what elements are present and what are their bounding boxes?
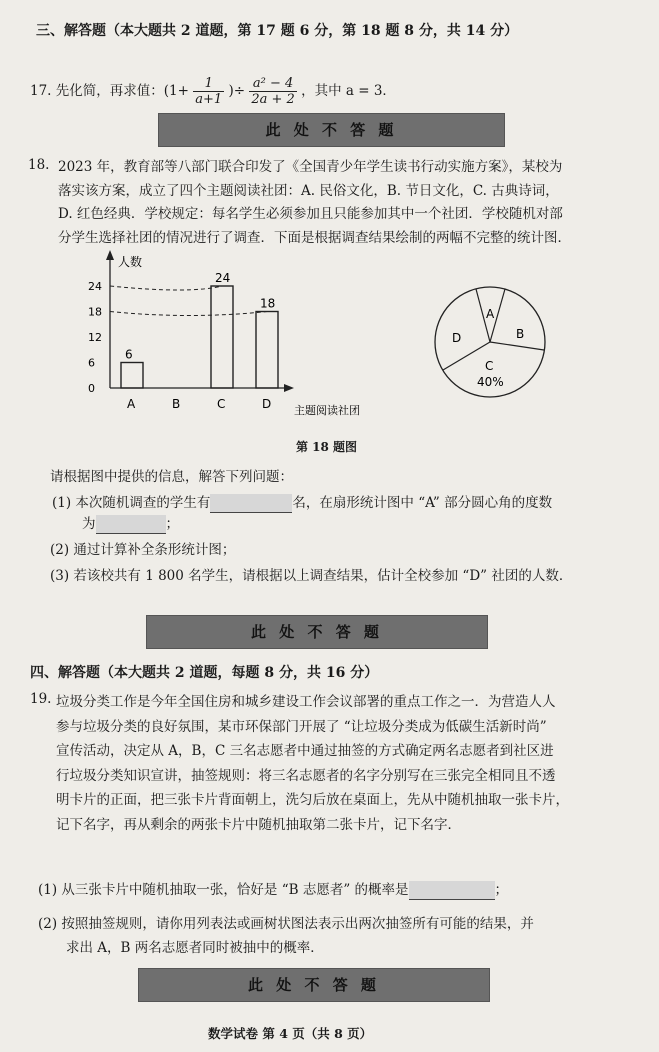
q19-line-2: 参与垃圾分类的良好氛围，某市环保部门开展了 “让垃圾分类成为低碳生活新时尚” [56, 718, 547, 735]
q18-intro: 请根据图中提供的信息，解答下列问题： [50, 469, 293, 485]
bar [256, 312, 278, 389]
q18-sub2: (2) 通过计算补全条形统计图； [50, 542, 236, 558]
q18-sub1-text-b: 名，在扇形统计图中 “A” 部分圆心角的度数 [292, 495, 553, 511]
q18-line-4: 分学生选择社团的情况进行了调查．下面是根据调查结果绘制的两幅不完整的统计图． [58, 229, 571, 246]
q17-text-before: 先化简，再求值：(1+ [55, 83, 189, 99]
page-footer: 数学试卷 第 4 页（共 8 页） [208, 1026, 373, 1041]
pie-label-a: A [486, 307, 495, 321]
data-label: 18 [260, 296, 276, 311]
q17-frac1-numerator: 1 [193, 76, 224, 92]
q19-stem [56, 690, 569, 837]
section-4-title: 四、解答题（本大题共 2 道题，每题 8 分，共 16 分） [30, 665, 379, 681]
y-tick-labels [88, 280, 102, 395]
y-tick-label: 0 [88, 382, 95, 395]
q18-sub1-text-d: ； [165, 516, 179, 532]
category-label: C [217, 397, 226, 411]
q17-fraction-2 [249, 76, 296, 107]
reference-line [110, 312, 267, 316]
q19-line-6: 记下名字，再从剩余的两张卡片中随机抽取第二张卡片，记下名字． [56, 816, 461, 833]
q18-sub3: (3) 若该校共有 1 800 名学生，请根据以上调查结果，估计全校参加 “D” 社团的人数． [50, 568, 573, 584]
q19-line-5: 明卡片的正面，把三张卡片背面朝上，洗匀后放在桌面上，先从中随机抽取一张卡片， [56, 792, 569, 808]
q19-line-3: 宣传活动，决定从 A，B，C 三名志愿者中通过抽签的方式确定两名志愿者到社区进 [56, 743, 554, 759]
bar [121, 363, 143, 389]
q19-sub1-text-b: ； [494, 882, 509, 898]
data-label: 6 [125, 347, 133, 362]
q19-sub1-text-a: (1) 从三张卡片中随机抽取一张，恰好是 “B 志愿者” 的概率是 [38, 882, 409, 898]
y-tick-label: 6 [88, 356, 95, 370]
y-tick-label: 18 [88, 305, 102, 319]
q19-sub2: (2) 按照抽签规则，请你用列表法或画树状图法表示出两次抽签所有可能的结果，并 [38, 916, 534, 932]
q18-line-1: 2023 年，教育部等八部门联合印发了《全国青少年学生读书行动实施方案》，某校为 [58, 159, 563, 175]
pie-label-d: D [452, 331, 462, 345]
bars [121, 271, 278, 388]
x-axis-arrow-icon [284, 384, 294, 392]
category-label: B [172, 397, 181, 411]
q17-text-after: ，其中 a = 3． [301, 83, 396, 99]
q19-number: 19. [30, 691, 52, 707]
q17-frac2-denominator: 2a + 2 [251, 92, 295, 107]
y-tick-label: 24 [88, 280, 102, 293]
q17-number: 17. [30, 83, 52, 99]
q18-line-3: D. 红色经典．学校规定：每名学生必须参加且只能参加其中一个社团．学校随机对部 [58, 206, 563, 222]
category-label: A [127, 397, 136, 411]
q18-sub1-cont [82, 515, 179, 534]
bar-chart [70, 248, 400, 423]
q19-sub2-cont: 求出 A，B 两名志愿者同时被抽中的概率． [66, 940, 324, 956]
q18-sub1-text-c: 为 [82, 516, 96, 532]
answer-blank-angle[interactable] [96, 515, 166, 534]
pie-divider-c-d [443, 342, 490, 370]
pie-chart [428, 280, 552, 404]
question-17 [30, 76, 396, 107]
data-label: 24 [215, 271, 231, 285]
q17-fraction-1 [193, 76, 224, 107]
no-answer-banner-2: 此 处 不 答 题 [146, 615, 488, 649]
pie-label-c-percent: 40% [477, 375, 504, 389]
q18-sub1-text-a: (1) 本次随机调查的学生有 [52, 495, 211, 511]
q18-sub1 [52, 494, 552, 513]
reference-line [110, 286, 222, 290]
q17-frac1-denominator: a+1 [195, 92, 223, 107]
bar [211, 286, 233, 388]
section-3-title: 三、解答题（本大题共 2 道题，第 17 题 6 分，第 18 题 8 分，共 14 分） [36, 23, 519, 39]
category-label: D [262, 397, 272, 411]
no-answer-banner-1: 此 处 不 答 题 [158, 113, 505, 147]
y-axis-label: 人数 [118, 255, 143, 269]
pie-divider-b-c [490, 342, 544, 350]
pie-label-c: C [485, 359, 494, 373]
category-labels [127, 397, 271, 411]
figure-caption: 第 18 题图 [296, 440, 358, 454]
q18-number: 18. [28, 157, 50, 173]
y-axis-arrow-icon [106, 250, 114, 260]
q19-sub1 [38, 881, 508, 900]
q19-line-4: 行垃圾分类知识宣讲，抽签规则：将三名志愿者的名字分别写在三张完全相同且不透 [56, 767, 556, 784]
q19-line-1: 垃圾分类工作是今年全国住房和城乡建设工作会议部署的重点工作之一．为营造人人 [56, 694, 556, 710]
pie-label-b: B [516, 327, 525, 341]
q18-line-2: 落实该方案，成立了四个主题阅读社团：A. 民俗文化，B. 节日文化，C. 古典诗词， [58, 182, 559, 199]
no-answer-banner-3: 此 处 不 答 题 [138, 968, 490, 1002]
answer-blank-probability[interactable] [409, 881, 495, 900]
x-axis-label: 主题阅读社团 [294, 404, 360, 417]
q17-middle: )÷ [228, 83, 246, 99]
q17-frac2-numerator: a² − 4 [249, 76, 296, 92]
y-tick-label: 12 [88, 331, 102, 344]
q18-stem [58, 156, 571, 250]
reference-lines [110, 286, 267, 316]
answer-blank-students[interactable] [210, 494, 292, 513]
